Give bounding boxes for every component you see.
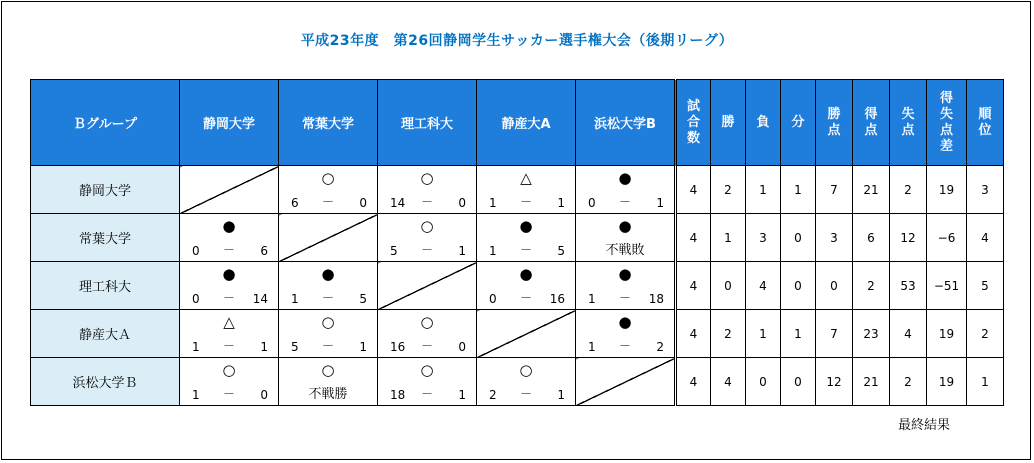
stat-cell: 3: [746, 214, 781, 262]
score: [378, 194, 476, 210]
team-header: 理工科大: [378, 80, 477, 166]
score: [576, 194, 674, 210]
score-dash: －: [420, 387, 434, 401]
match-result-cell: [477, 358, 576, 406]
match-result-cell: [576, 262, 676, 310]
team-row: [31, 214, 1004, 262]
result-symbol: ○: [321, 313, 335, 331]
team-row: [31, 262, 1004, 310]
stat-cell: 7: [816, 310, 853, 358]
score: [279, 338, 377, 354]
team-header: 浜松大学B: [576, 80, 676, 166]
stat-header-losses: 負: [746, 80, 781, 166]
match-result-cell: [180, 310, 279, 358]
stat-cell: 0: [816, 262, 853, 310]
score: [477, 194, 575, 210]
stat-cell: 2: [711, 166, 746, 214]
match-result-cell: [576, 166, 676, 214]
stat-cell: −51: [927, 262, 967, 310]
score-away: 5: [359, 292, 367, 306]
score-dash: －: [519, 243, 533, 257]
score-away: 5: [557, 244, 565, 258]
score-dash: －: [321, 339, 335, 353]
stat-cell: 1: [967, 358, 1004, 406]
score-home: 5: [291, 340, 299, 354]
self-match-cell: [477, 310, 576, 358]
match-result-cell: [378, 310, 477, 358]
stat-cell: 21: [853, 166, 890, 214]
row-team-name: 常葉大学: [31, 214, 180, 262]
row-team-name: 静産大Ａ: [31, 310, 180, 358]
stat-cell: 4: [890, 310, 927, 358]
stat-cell: 1: [746, 310, 781, 358]
score-away: 16: [549, 292, 565, 306]
team-header: 常葉大学: [279, 80, 378, 166]
self-match-cell: [378, 262, 477, 310]
stat-cell: 1: [781, 166, 816, 214]
stat-cell: 12: [890, 214, 927, 262]
stat-cell: 0: [781, 358, 816, 406]
result-symbol: ○: [420, 361, 434, 379]
score-dash: －: [618, 195, 632, 209]
result-text: 不戦敗: [605, 243, 645, 258]
match-result-cell: [279, 262, 378, 310]
row-team-name: 理工科大: [31, 262, 180, 310]
stat-cell: 0: [781, 262, 816, 310]
score-away: 0: [458, 196, 466, 210]
score-away: 1: [260, 340, 268, 354]
score-home: 1: [588, 292, 596, 306]
score-dash: －: [519, 387, 533, 401]
team-row: [31, 358, 1004, 406]
score-home: 1: [291, 292, 299, 306]
stat-cell: 0: [711, 262, 746, 310]
result-symbol: ●: [519, 265, 533, 283]
score-away: 14: [252, 292, 268, 306]
score-away: 2: [656, 340, 664, 354]
result-symbol: △: [223, 313, 235, 331]
score-dash: －: [222, 387, 236, 401]
stat-cell: 4: [711, 358, 746, 406]
score: [180, 386, 278, 402]
score-home: 2: [489, 388, 497, 402]
row-team-name: 静岡大学: [31, 166, 180, 214]
score-home: 14: [390, 196, 406, 210]
score-away: 6: [260, 244, 268, 258]
score-dash: －: [519, 291, 533, 305]
row-team-name: 浜松大学Ｂ: [31, 358, 180, 406]
stat-cell: 19: [927, 310, 967, 358]
match-result-cell: [279, 358, 378, 406]
page-title: 平成23年度 第26回静岡学生サッカー選手権大会（後期リーグ）: [300, 33, 734, 49]
team-row: [31, 310, 1004, 358]
league-table: [30, 79, 1004, 406]
match-result-cell: [180, 358, 279, 406]
score-dash: －: [321, 291, 335, 305]
score-home: 0: [192, 244, 200, 258]
self-match-cell: [180, 166, 279, 214]
stat-cell: 21: [853, 358, 890, 406]
stat-header-wins: 勝: [711, 80, 746, 166]
team-row: [31, 166, 1004, 214]
stat-cell: −6: [927, 214, 967, 262]
score: [378, 242, 476, 258]
stat-cell: 2: [890, 166, 927, 214]
score: [180, 242, 278, 258]
stat-cell: 0: [781, 214, 816, 262]
score-away: 1: [458, 244, 466, 258]
match-result-cell: [279, 310, 378, 358]
result-symbol: ○: [519, 361, 533, 379]
result-symbol: ●: [321, 265, 335, 283]
score-dash: －: [519, 195, 533, 209]
stat-cell: 4: [676, 358, 711, 406]
team-header: 静産大A: [477, 80, 576, 166]
stat-cell: 2: [890, 358, 927, 406]
stat-header-rank: 順位: [967, 80, 1004, 166]
result-symbol: ●: [618, 217, 632, 235]
score-dash: －: [222, 291, 236, 305]
score: [378, 386, 476, 402]
score: [576, 338, 674, 354]
final-result-note: 最終結果: [898, 418, 951, 433]
score: [180, 290, 278, 306]
stat-header-goals-against: 失点: [890, 80, 927, 166]
match-result-cell: [180, 262, 279, 310]
score: [279, 290, 377, 306]
result-symbol: ●: [519, 217, 533, 235]
score-dash: －: [420, 195, 434, 209]
stat-cell: 53: [890, 262, 927, 310]
score-home: 0: [588, 196, 596, 210]
score: [180, 338, 278, 354]
stat-cell: 6: [853, 214, 890, 262]
match-result-cell: [180, 214, 279, 262]
score-away: 0: [359, 196, 367, 210]
score-home: 5: [390, 244, 398, 258]
score: [477, 290, 575, 306]
stat-cell: 23: [853, 310, 890, 358]
stat-cell: 1: [781, 310, 816, 358]
result-symbol: ○: [321, 169, 335, 187]
match-result-cell: [378, 358, 477, 406]
stat-cell: 7: [816, 166, 853, 214]
team-header: 静岡大学: [180, 80, 279, 166]
stat-cell: 5: [967, 262, 1004, 310]
score-away: 1: [656, 196, 664, 210]
score: [477, 386, 575, 402]
match-result-cell: [477, 214, 576, 262]
score-home: 1: [489, 244, 497, 258]
score-home: 1: [489, 196, 497, 210]
result-symbol: ●: [618, 313, 632, 331]
match-result-cell: [576, 310, 676, 358]
score: [576, 290, 674, 306]
score-away: 0: [260, 388, 268, 402]
score-away: 18: [648, 292, 664, 306]
score-home: 0: [192, 292, 200, 306]
stat-cell: 2: [853, 262, 890, 310]
result-symbol: ○: [321, 361, 335, 379]
stat-cell: 4: [676, 262, 711, 310]
stat-cell: 19: [927, 166, 967, 214]
stat-cell: 2: [711, 310, 746, 358]
score-away: 1: [458, 388, 466, 402]
score: [477, 242, 575, 258]
stat-cell: 1: [746, 166, 781, 214]
stat-cell: 4: [676, 214, 711, 262]
score: [378, 338, 476, 354]
score-dash: －: [618, 291, 632, 305]
score-home: 16: [390, 340, 406, 354]
match-result-cell: [477, 166, 576, 214]
stat-cell: 2: [967, 310, 1004, 358]
self-match-cell: [279, 214, 378, 262]
stat-cell: 19: [927, 358, 967, 406]
match-result-cell: [279, 166, 378, 214]
match-result-cell: [378, 214, 477, 262]
stat-cell: 12: [816, 358, 853, 406]
result-symbol: ●: [222, 265, 236, 283]
self-match-cell: [576, 358, 676, 406]
stat-header-points: 勝点: [816, 80, 853, 166]
result-symbol: ●: [222, 217, 236, 235]
score-away: 0: [458, 340, 466, 354]
score-dash: －: [618, 339, 632, 353]
score-home: 1: [192, 340, 200, 354]
match-result-cell: [378, 166, 477, 214]
score-home: 18: [390, 388, 406, 402]
stat-cell: 4: [746, 262, 781, 310]
stat-cell: 3: [967, 166, 1004, 214]
result-symbol: △: [520, 169, 532, 187]
score-away: 1: [557, 196, 565, 210]
stat-header-goal-diff: 得失点差: [927, 80, 967, 166]
score-home: 1: [588, 340, 596, 354]
score: [279, 194, 377, 210]
score-away: 1: [557, 388, 565, 402]
score-dash: －: [222, 243, 236, 257]
stat-cell: 4: [676, 166, 711, 214]
match-result-cell: [477, 262, 576, 310]
match-result-cell: [576, 214, 676, 262]
stat-header-draws: 分: [781, 80, 816, 166]
result-symbol: ○: [420, 313, 434, 331]
result-symbol: ○: [420, 169, 434, 187]
score-away: 1: [359, 340, 367, 354]
stat-cell: 0: [746, 358, 781, 406]
score-home: 1: [192, 388, 200, 402]
result-symbol: ●: [618, 265, 632, 283]
score-dash: －: [420, 243, 434, 257]
stat-header-games: 試合数: [676, 80, 711, 166]
stat-header-goals-for: 得点: [853, 80, 890, 166]
score-home: 0: [489, 292, 497, 306]
score-dash: －: [420, 339, 434, 353]
score-home: 6: [291, 196, 299, 210]
stat-cell: 4: [967, 214, 1004, 262]
result-symbol: ○: [222, 361, 236, 379]
stat-cell: 4: [676, 310, 711, 358]
header-row: [31, 80, 1004, 166]
result-text: 不戦勝: [308, 387, 348, 402]
stat-cell: 3: [816, 214, 853, 262]
stat-cell: 1: [711, 214, 746, 262]
result-symbol: ●: [618, 169, 632, 187]
result-symbol: ○: [420, 217, 434, 235]
score-dash: －: [321, 195, 335, 209]
group-header: Ｂグループ: [31, 80, 180, 166]
score-dash: －: [222, 339, 236, 353]
